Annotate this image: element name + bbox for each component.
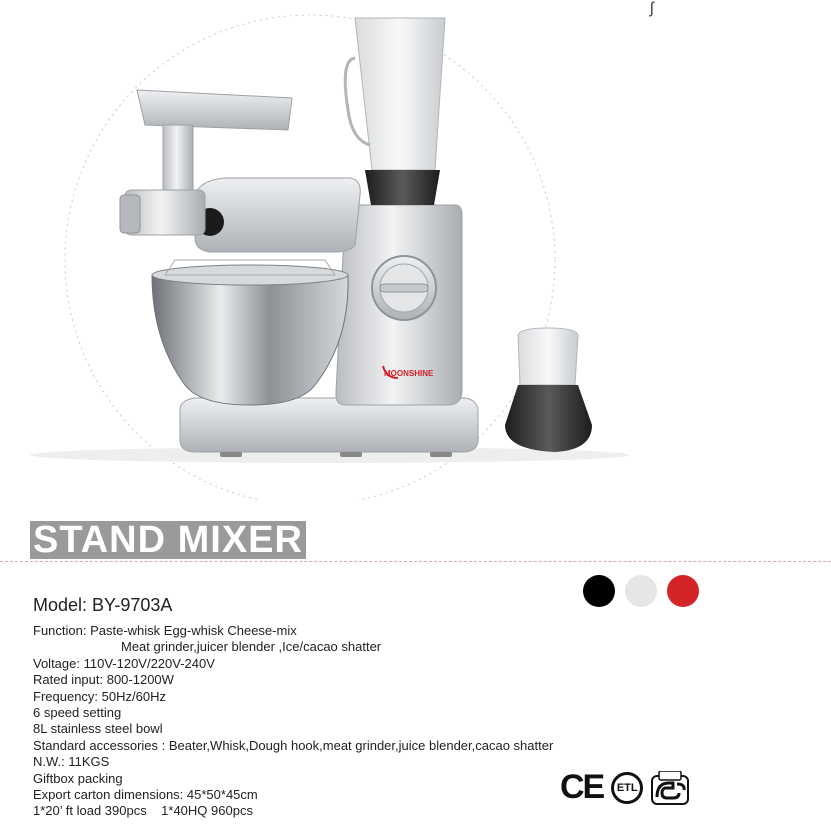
page-title: STAND MIXER bbox=[30, 521, 306, 559]
ce-mark-icon: CE bbox=[560, 768, 604, 806]
blender-jar bbox=[355, 18, 445, 170]
color-swatch-white bbox=[625, 575, 657, 607]
spec-function: Function: Paste-whisk Egg-whisk Cheese-mix bbox=[33, 623, 297, 638]
color-options bbox=[583, 575, 699, 607]
spec-rated-input: Rated input: 800-1200W bbox=[33, 672, 174, 688]
spec-accessories: Standard accessories : Beater,Whisk,Dough hook,meat grinder,juice blender,cacao shatter bbox=[33, 737, 554, 753]
mixer-base bbox=[180, 398, 478, 452]
spec-list bbox=[33, 623, 553, 820]
spec-net-weight: N.W.: 11KGS bbox=[33, 754, 110, 770]
grinder-cup bbox=[518, 328, 578, 385]
sgs-gs-mark-icon bbox=[651, 771, 689, 805]
grinder-base bbox=[505, 385, 592, 452]
model-number: Model: BY-9703A bbox=[33, 595, 173, 615]
brand-logo-text: MOONSHINE bbox=[384, 369, 434, 378]
etl-mark-icon: ETL bbox=[611, 772, 643, 804]
color-swatch-black bbox=[583, 575, 615, 607]
section-divider bbox=[0, 561, 831, 562]
color-swatch-red bbox=[667, 575, 699, 607]
title-banner bbox=[30, 521, 306, 559]
meat-grinder-neck bbox=[163, 125, 193, 200]
spec-speed: 6 speed setting bbox=[33, 705, 122, 721]
spec-carton: Export carton dimensions: 45*50*45cm bbox=[33, 787, 258, 803]
spec-bowl: 8L stainless steel bowl bbox=[33, 721, 163, 737]
spec-frequency: Frequency: 50Hz/60Hz bbox=[33, 688, 166, 704]
blender-base bbox=[365, 170, 440, 205]
spec-packing: Giftbox packing bbox=[33, 770, 123, 786]
spec-voltage: Voltage: 110V-120V/220V-240V bbox=[33, 655, 215, 671]
script-flourish-icon: ʃ bbox=[650, 0, 654, 17]
spec-function-cont: Meat grinder,juicer blender ,Ice/cacao shatter bbox=[121, 639, 382, 655]
spec-load: 1*20’ ft load 390pcs 1*40HQ 960pcs bbox=[33, 803, 253, 819]
mixing-bowl bbox=[152, 275, 348, 405]
certification-marks bbox=[560, 768, 689, 807]
meat-grinder-tray bbox=[137, 90, 292, 130]
